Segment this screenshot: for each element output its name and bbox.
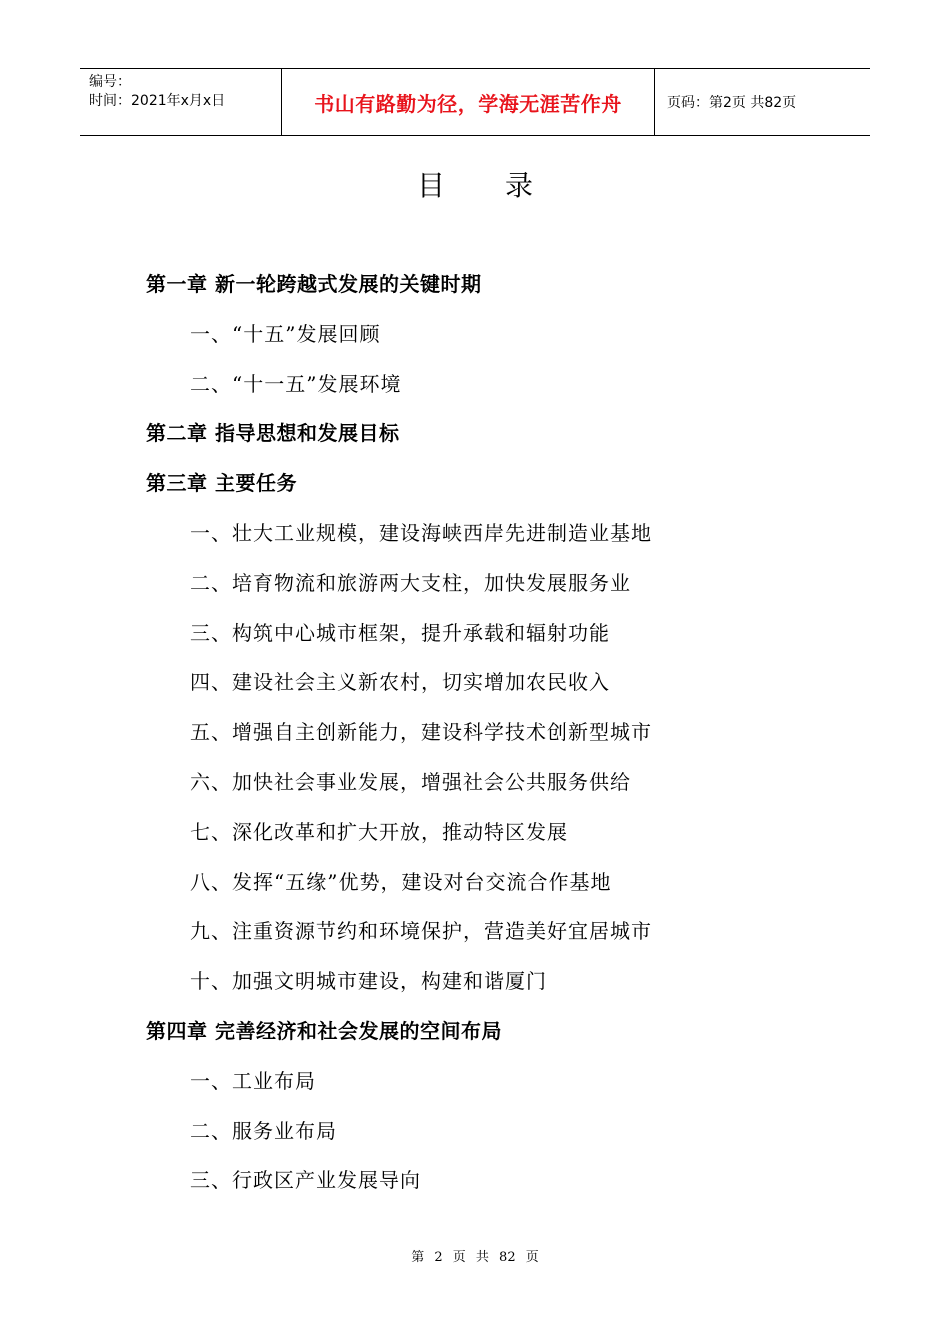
page-title: 目录 xyxy=(416,169,593,202)
toc-chapter[interactable]: 第三章 主要任务 xyxy=(146,471,297,496)
toc-section[interactable]: 六、加快社会事业发展，增强社会公共服务供给 xyxy=(190,770,631,794)
toc-section[interactable]: 二、培育物流和旅游两大支柱，加快发展服务业 xyxy=(190,570,631,595)
header-page-cell xyxy=(655,69,870,135)
toc-section[interactable]: 一、“十五”发展回顾 xyxy=(190,321,381,346)
page-header xyxy=(80,68,870,136)
header-time-label: 时间：2021年x月x日 xyxy=(89,93,226,109)
toc-section[interactable]: 二、“十一五”发展环境 xyxy=(190,371,402,396)
toc-chapter[interactable]: 第一章 新一轮跨越式发展的关键时期 xyxy=(146,272,482,296)
toc-section[interactable]: 八、发挥“五缘”优势，建设对台交流合作基地 xyxy=(190,869,612,894)
toc-section[interactable]: 三、构筑中心城市框架，提升承载和辐射功能 xyxy=(190,620,610,645)
header-motto-cell xyxy=(282,69,655,135)
header-motto: 书山有路勤为径，学海无涯苦作舟 xyxy=(314,91,622,116)
toc-section[interactable]: 三、行政区产业发展导向 xyxy=(190,1168,421,1193)
toc-section[interactable]: 五、增强自主创新能力，建设科学技术创新型城市 xyxy=(190,720,652,745)
header-number-label: 编号： xyxy=(89,74,131,90)
toc-section[interactable]: 一、工业布局 xyxy=(190,1068,316,1093)
toc-chapter[interactable]: 第二章 指导思想和发展目标 xyxy=(146,421,400,446)
header-meta-cell xyxy=(80,69,282,135)
toc-section[interactable]: 十、加强文明城市建设，构建和谐厦门 xyxy=(190,969,547,994)
toc-section[interactable]: 二、服务业布局 xyxy=(190,1118,337,1143)
toc-section[interactable]: 四、建设社会主义新农村，切实增加农民收入 xyxy=(190,670,610,695)
toc-section[interactable]: 七、深化改革和扩大开放，推动特区发展 xyxy=(190,819,568,844)
toc-section[interactable]: 九、注重资源节约和环境保护，营造美好宜居城市 xyxy=(190,919,652,944)
toc-section[interactable]: 一、壮大工业规模，建设海峡西岸先进制造业基地 xyxy=(190,521,652,545)
toc-chapter[interactable]: 第四章 完善经济和社会发展的空间布局 xyxy=(146,1019,502,1043)
page-footer: 第 2 页 共 82 页 xyxy=(411,1250,539,1265)
header-page-code: 页码：第2页 共82页 xyxy=(667,95,797,111)
